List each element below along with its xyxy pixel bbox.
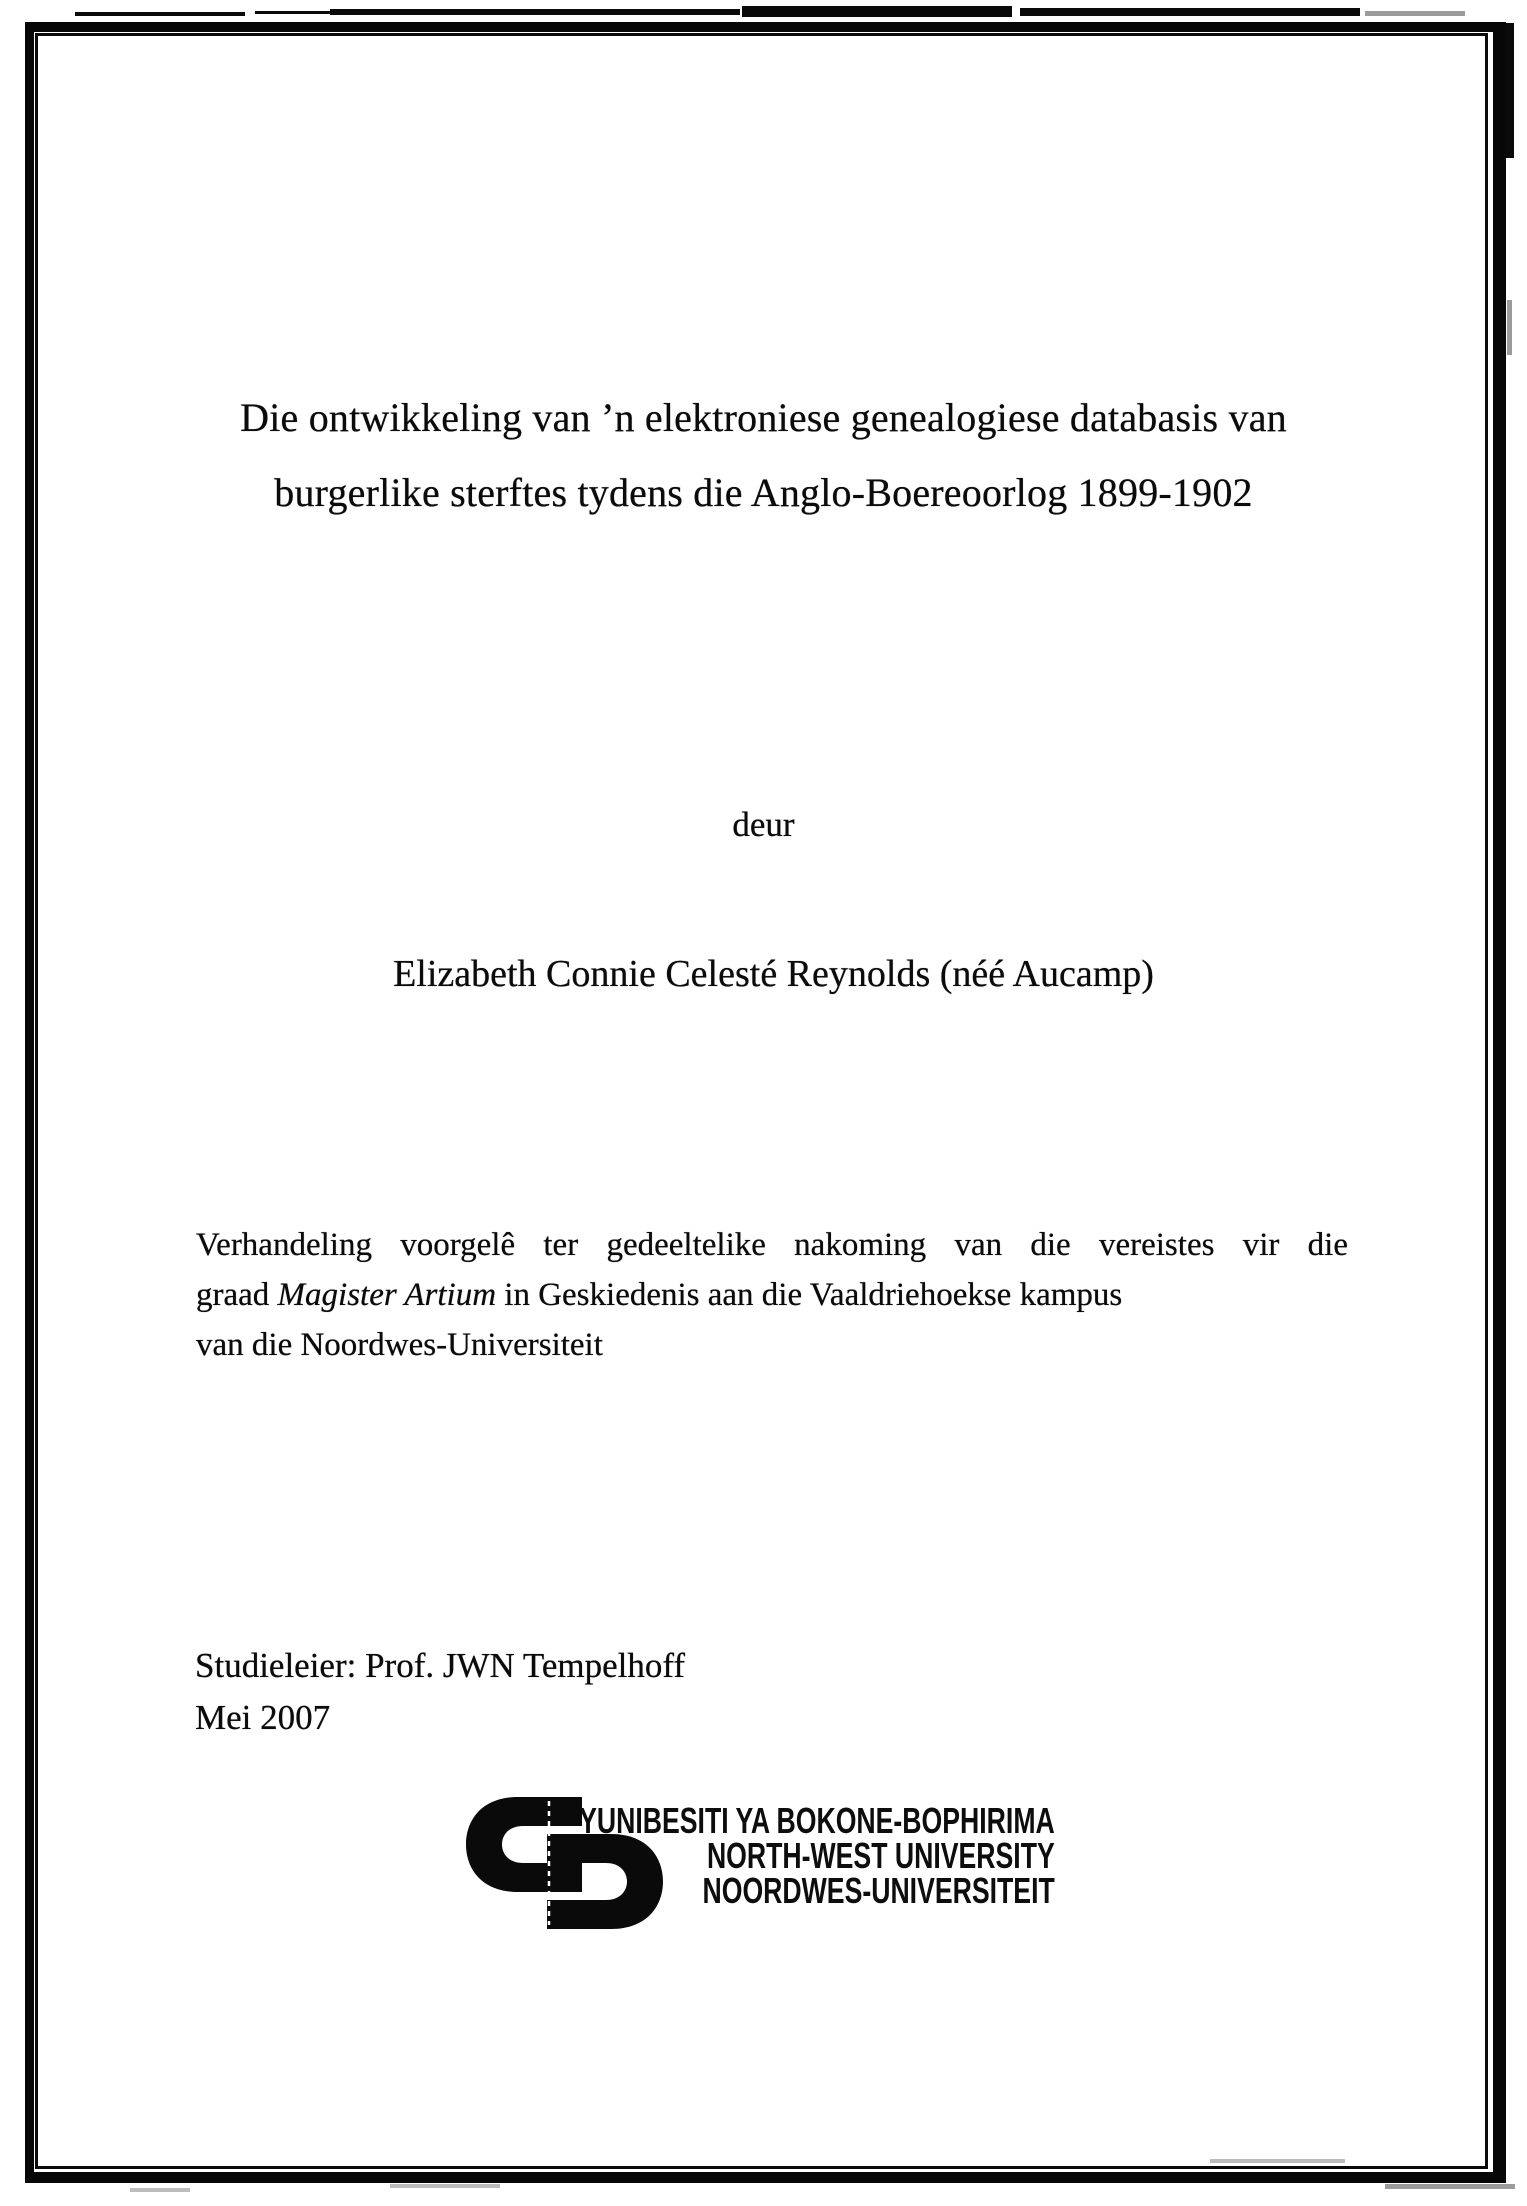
thesis-title-line2: burgerlike sterftes tydens die Anglo-Boereoorlog 1899-1902 [274, 470, 1253, 515]
degree-statement [196, 1220, 1348, 1370]
byline-deur: deur [732, 805, 795, 844]
scan-artifact [330, 9, 740, 15]
degree-line2-latin-title: Magister Artium [277, 1277, 497, 1313]
thesis-title-line1: Die ontwikkeling van ’n elektroniese genealogiese databasis van [240, 395, 1287, 440]
scan-artifact [75, 12, 245, 16]
degree-statement-line2 [196, 1270, 1348, 1320]
nwu-logo-text-english: NORTH-WEST UNIVERSITY [707, 1835, 1055, 1876]
supervisor-line: Studieleier: Prof. JWN Tempelhoff [195, 1646, 686, 1685]
scan-artifact [1020, 8, 1360, 16]
nwu-logo-text-setswana: YUNIBESITI YA BOKONE-BOPHIRIMA [579, 1800, 1055, 1841]
degree-statement-line1: Verhandeling voorgelê ter gedeeltelike nakoming van die vereistes vir die [196, 1227, 1348, 1263]
author-name: Elizabeth Connie Celesté Reynolds (néé Aucamp) [393, 953, 1154, 995]
scan-artifact [1385, 2184, 1515, 2189]
nwu-logo-text [579, 1800, 1055, 1911]
nwu-logo-text-afrikaans: NOORDWES-UNIVERSITEIT [702, 1870, 1055, 1911]
scan-artifact [742, 6, 1012, 17]
degree-line2-text-after: in Geskiedenis aan die Vaaldriehoekse kampus [496, 1277, 1123, 1313]
degree-statement-line3: van die Noordwes-Universiteit [196, 1327, 603, 1363]
degree-line2-text-before: graad [196, 1277, 278, 1313]
scan-artifact [1365, 11, 1465, 16]
scan-artifact [130, 2188, 190, 2192]
scan-artifact [1505, 23, 1514, 158]
date-line: Mei 2007 [195, 1698, 331, 1737]
scan-artifact [1507, 300, 1512, 355]
scan-artifact [390, 2184, 500, 2188]
